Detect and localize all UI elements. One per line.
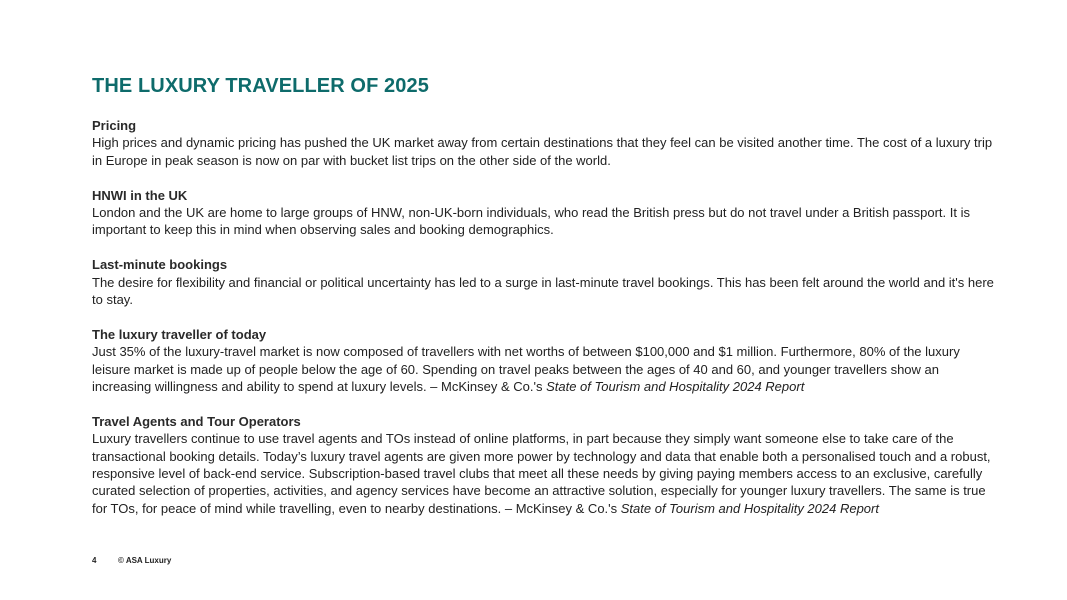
section-last-minute-bookings (92, 256, 997, 308)
slide-footer (92, 556, 171, 565)
section-text: Luxury travellers continue to use travel agents and TOs instead of online platforms, in part because they simply want someone else to take care of the transactional booking details. Today’s luxury travel agents are given more power by technology and data that enable both a personalised touch and a robust, responsive level of back-end service. Subscription-based travel clubs that meet all these needs by giving paying members access to an exclusive, carefully curated selection of properties, activities, and agency services have become an attractive solution, especially for younger luxury travellers. The same is true for TOs, for peace of mind while travelling, even to nearby destinations. – McKinsey & Co.'s (92, 431, 991, 516)
report-title-citation: State of Tourism and Hospitality 2024 Report (546, 379, 805, 395)
section-text: High prices and dynamic pricing has pushed the UK market away from certain destinations that they feel can be visited another time. The cost of a luxury trip in Europe in peak season is now on par with bucket list trips on the other side of the world. (92, 135, 993, 168)
section-heading: Last-minute bookings (92, 257, 228, 273)
page-title: THE LUXURY TRAVELLER OF 2025 (92, 75, 429, 97)
section-heading: Pricing (92, 118, 137, 133)
report-title-citation: State of Tourism and Hospitality 2024 Report (620, 500, 879, 516)
copyright-notice: © ASA Luxury (118, 556, 172, 565)
section-text: Just 35% of the luxury-travel market is now composed of travellers with net worths of between $100,000 and $1 million. Furthermore, 80% of the luxury leisure market is made up of people below the age of 60. Spending on travel peaks between the ages of 40 and 60, and younger travellers show an increasing willingness and ability to spend at luxury levels. – McKinsey & Co.'s (92, 344, 960, 395)
content-body (92, 117, 997, 517)
section-luxury-traveller-today (92, 326, 997, 396)
section-heading: The luxury traveller of today (92, 326, 267, 342)
section-text: London and the UK are home to large groups of HNW, non-UK-born individuals, who read the British press but do not travel under a British passport. It is important to keep this in mind when observing sales and booking demographics. (92, 205, 970, 238)
section-text: The desire for flexibility and financial or political uncertainty has led to a surge in last-minute travel bookings. This has been felt around the world and it's here to stay. (92, 274, 994, 308)
section-text-wrapper (92, 343, 997, 395)
section-heading: HNWI in the UK (92, 187, 188, 203)
section-travel-agents-tour-operators (92, 413, 997, 517)
page-number: 4 (92, 556, 97, 565)
section-text-wrapper (92, 430, 997, 517)
section-pricing (92, 117, 997, 169)
section-hnwi-uk (92, 187, 997, 239)
section-heading: Travel Agents and Tour Operators (92, 413, 301, 429)
